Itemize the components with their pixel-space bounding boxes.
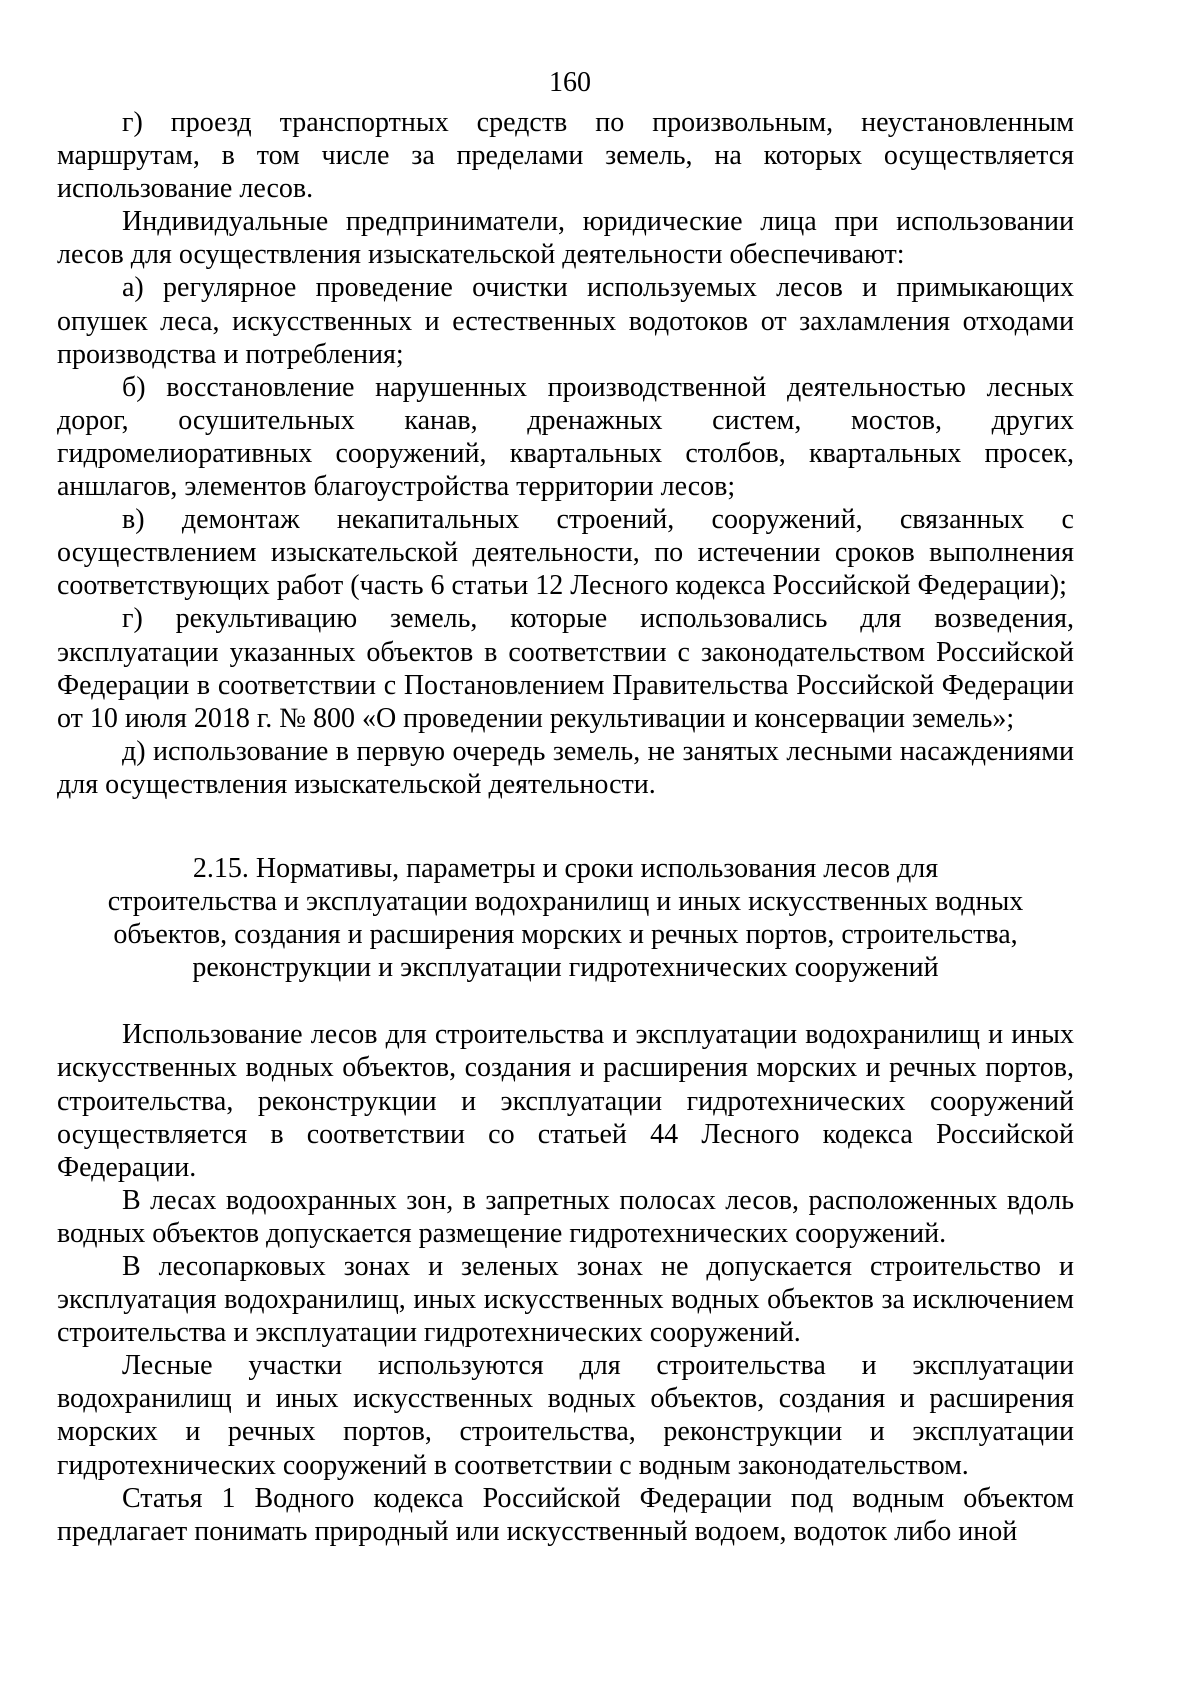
paragraph-forest-use-article-44: Использование лесов для строительства и эксплуатации водохранилищ и иных искусственных водных объектов, создания и расширения морских и речных портов, строительства, реконструкции и эксплуатации гидротехнических сооружений осуществляется в соответствии со статьей 44 Лесного кодекса Российской Федерации. xyxy=(57,1019,1074,1183)
paragraph-item-g-vehicle-passage: г) проезд транспортных средств по произвольным, неустановленным маршрутам, в том числе за пределами земель, на которых осуществляется использование лесов. xyxy=(57,107,1074,205)
document-body xyxy=(57,106,1074,1548)
section-heading-line: реконструкции и эксплуатации гидротехнических сооружений xyxy=(192,952,939,984)
page-number: 160 xyxy=(549,67,591,98)
paragraph-item-a-cleaning: а) регулярное проведение очистки используемых лесов и примыкающих опушек леса, искусственных и естественных водотоков от захламления отходами производства и потребления; xyxy=(57,272,1074,370)
paragraph-forest-plots-usage: Лесные участки используются для строительства и эксплуатации водохранилищ и иных искусственных водных объектов, создания и расширения морских и речных портов, строительства, реконструкции и эксплуатации гидротехнических сооружений в соответствии с водным законодательством. xyxy=(57,1350,1074,1481)
section-heading xyxy=(57,852,1074,984)
paragraph-water-code-article-1: Статья 1 Водного кодекса Российской Федерации под водным объектом предлагает понимать природный или искусственный водоем, водоток либо иной xyxy=(57,1482,1074,1547)
section-heading-line: 2.15. Нормативы, параметры и сроки использования лесов для xyxy=(192,852,939,884)
section-heading-line: строительства и эксплуатации водохранилищ и иных искусственных водных xyxy=(107,886,1024,918)
paragraph-item-v-dismantling: в) демонтаж некапитальных строений, сооружений, связанных с осуществлением изыскательской деятельности, по истечении сроков выполнения соответствующих работ (часть 6 статьи 12 Лесного кодекса Российской Федерации); xyxy=(57,504,1074,602)
paragraph-water-protection-zones: В лесах водоохранных зон, в запретных полосах лесов, расположенных вдоль водных объектов допускается размещение гидротехнических сооружений. xyxy=(57,1184,1074,1249)
paragraph-item-g-recultivation: г) рекультивацию земель, которые использовались для возведения, эксплуатации указанных объектов в соответствии с законодательством Российской Федерации в соответствии с Постановлением Правительства Российской Федерации от 10 июля 2018 г. № 800 «О проведении рекультивации и консервации земель»; xyxy=(57,603,1074,734)
paragraph-item-b-restoration: б) восстановление нарушенных производственной деятельностью лесных дорог, осушительных канав, дренажных систем, мостов, других гидромелиоративных сооружений, квартальных столбов, квартальных просек, аншлагов, элементов благоустройства территории лесов; xyxy=(57,371,1074,503)
paragraph-obligations-intro: Индивидуальные предприниматели, юридические лица при использовании лесов для осуществления изыскательской деятельности обеспечивают: xyxy=(57,206,1074,271)
section-heading-line: объектов, создания и расширения морских и речных портов, строительства, xyxy=(113,919,1018,951)
paragraph-forest-park-zones: В лесопарковых зонах и зеленых зонах не допускается строительство и эксплуатация водохранилищ, иных искусственных водных объектов за исключением строительства и эксплуатации гидротехнических сооружений. xyxy=(57,1251,1074,1349)
paragraph-item-d-land-use: д) использование в первую очередь земель, не занятых лесными насаждениями для осуществления изыскательской деятельности. xyxy=(57,735,1074,800)
